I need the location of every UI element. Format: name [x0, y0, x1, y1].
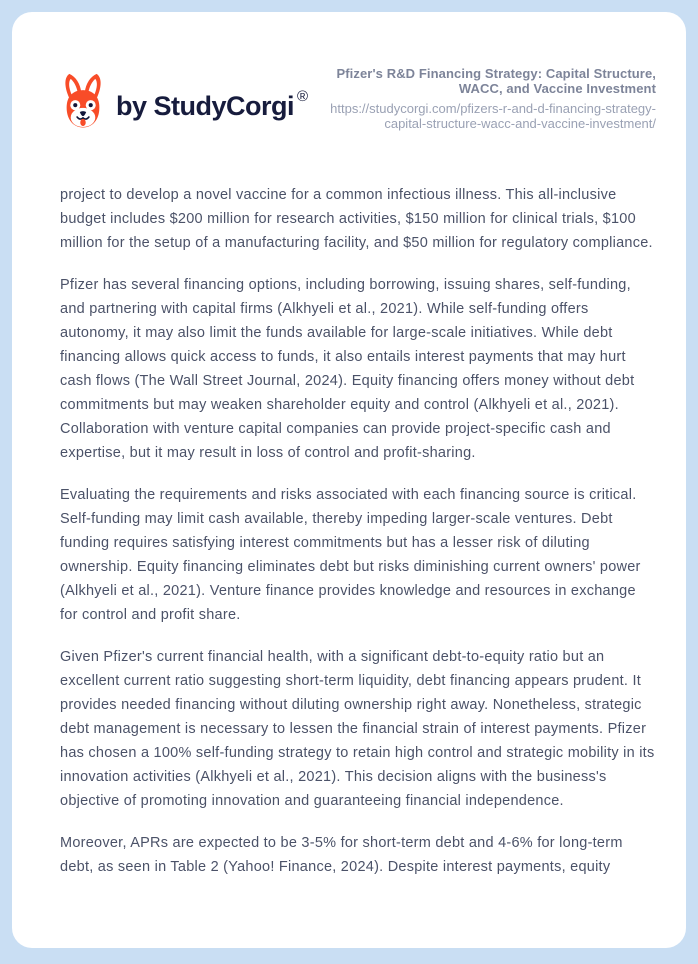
source-url-link[interactable]: https://studycorgi.com/pfizers-r-and-d-financing-strategy-capital-structure-wacc-and-vaccine-investment/: [330, 101, 656, 131]
brand-name: by StudyCorgi ®: [116, 87, 308, 121]
article-paragraph: project to develop a novel vaccine for a common infectious illness. This all-inclusive budget includes $200 million for research activities, $150 million for clinical trials, $100 million for the setup of a manufacturing facility, and $50 million for regulatory compliance.: [60, 187, 653, 251]
document-meta: [311, 62, 656, 131]
article-paragraph: Pfizer has several financing options, including borrowing, issuing shares, self-funding, and partnering with capital firms (Alkhyeli et al., 2021). While self-funding offers autonomy, it may also limit the funds available for large-scale initiatives. While debt financing allows quick access to funds, it also entails interest payments that may hurt cash flows (The Wall Street Journal, 2024). Equity financing offers money without debt commitments but may weaken shareholder equity and control (Alkhyeli et al., 2021). Collaboration with venture capital companies can provide project-specific cash and expertise, but it may result in loss of control and profit-sharing.: [60, 277, 635, 461]
article-paragraph: Given Pfizer's current financial health, with a significant debt-to-equity ratio but an excellent current ratio suggesting short-term liquidity, debt financing appears prudent. It provides needed financing without diluting ownership right away. Nonetheless, strategic debt management is necessary to lessen the financial strain of interest payments. Pfizer has chosen a 100% self-funding strategy to retain high control and strategic mobility in its innovation activities (Alkhyeli et al., 2021). This decision aligns with the business's objective of promoting innovation and guaranteeing financial independence.: [60, 649, 655, 809]
page-header: [60, 62, 656, 137]
article-paragraph: Moreover, APRs are expected to be 3-5% for short-term debt and 4-6% for long-term debt, as seen in Table 2 (Yahoo! Finance, 2024). Despite interest payments, equity: [60, 835, 623, 875]
registered-mark: ®: [297, 87, 308, 105]
studycorgi-logo[interactable]: [60, 72, 308, 137]
article-body: [60, 183, 656, 879]
document-title: Pfizer's R&D Financing Strategy: Capital Structure, WACC, and Vaccine Investment: [336, 66, 656, 96]
corgi-head-icon: [60, 72, 106, 137]
article-paragraph: Evaluating the requirements and risks associated with each financing source is critical. Self-funding may limit cash available, thereby impeding larger-scale ventures. Debt funding requires satisfying interest commitments but has a lesser risk of diluting ownership. Equity financing eliminates debt but risks diminishing current owners' power (Alkhyeli et al., 2021). Venture finance provides knowledge and resources in exchange for control and profit share.: [60, 487, 641, 623]
document-card: [12, 12, 686, 948]
